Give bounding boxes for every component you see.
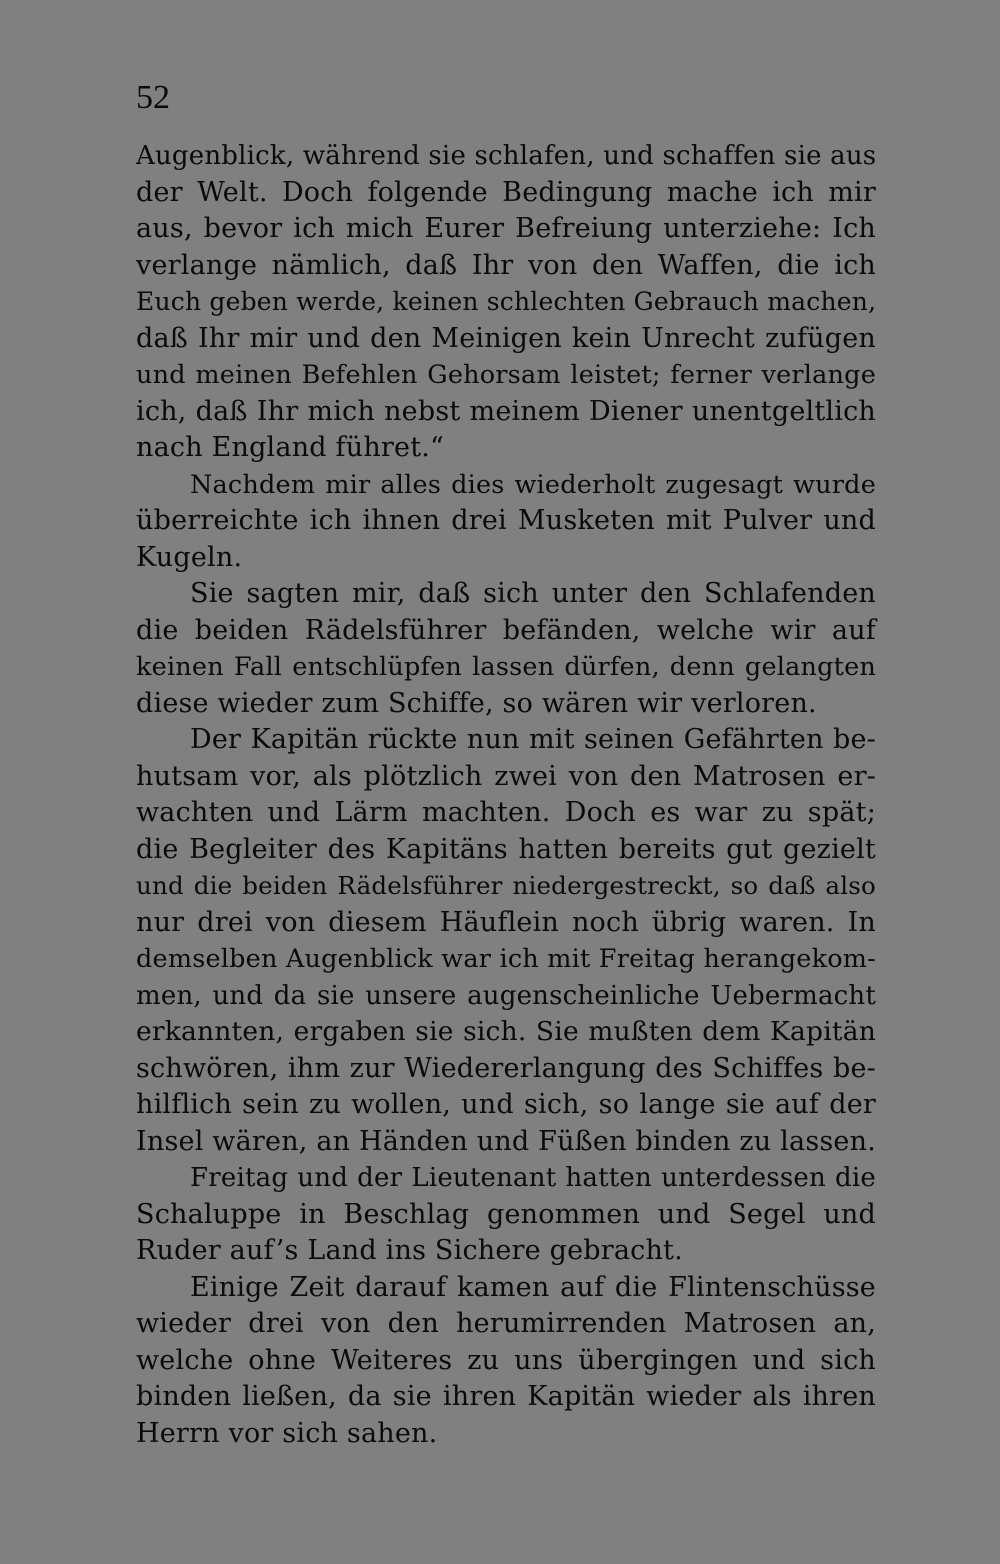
text-line: überreichte ich ihnen drei Musketen mit Pulver und	[136, 505, 876, 536]
text-line: ich, daß Ihr mich nebst meinem Diener unentgeltlich	[136, 395, 876, 427]
text-line: daß Ihr mir und den Meinigen kein Unrecht zufügen	[136, 322, 876, 354]
page-number: 52	[136, 79, 170, 116]
text-line: Herrn vor sich sahen.	[136, 1417, 438, 1449]
text-line: demselben Augenblick war ich mit Freitag herangekom-	[136, 944, 876, 974]
text-line: und die beiden Rädelsführer niedergestreckt, so daß also	[136, 871, 876, 900]
text-line: Kugeln.	[136, 541, 243, 573]
body-text	[136, 138, 876, 1452]
text-line: Einige Zeit darauf kamen auf die Flintenschüsse	[190, 1271, 876, 1303]
text-line: Augenblick, während sie schlafen, und schaffen sie aus	[136, 141, 877, 171]
text-line: welche ohne Weiteres zu uns übergingen und sich	[136, 1344, 876, 1376]
text-line: wieder drei von den herumirrenden Matrosen an,	[136, 1308, 876, 1339]
text-line: und meinen Befehlen Gehorsam leistet; ferner verlange	[136, 360, 876, 390]
text-line: Euch geben werde, keinen schlechten Gebrauch machen,	[136, 287, 877, 316]
text-line: nur drei von diesem Häuflein noch übrig waren. In	[136, 906, 876, 938]
text-line: keinen Fall entschlüpfen lassen dürfen, denn gelangten	[136, 652, 876, 682]
text-line: verlange nämlich, daß Ihr von den Waffen, die ich	[136, 249, 876, 281]
text-line: der Welt. Doch folgende Bedingung mache ich mir	[136, 176, 876, 208]
text-line: schwören, ihm zur Wiedererlangung des Schiffes be-	[136, 1052, 876, 1084]
text-line: aus, bevor ich mich Eurer Befreiung unterziehe: Ich	[136, 213, 876, 244]
text-line: die Begleiter des Kapitäns hatten bereits gut gezielt	[136, 833, 876, 865]
text-line: Schaluppe in Beschlag genommen und Segel und	[136, 1198, 876, 1230]
text-line: Ruder auf’s Land ins Sichere gebracht.	[136, 1235, 683, 1266]
text-line: binden ließen, da sie ihren Kapitän wieder als ihren	[136, 1381, 876, 1412]
text-line: diese wieder zum Schiffe, so wären wir verloren.	[136, 687, 817, 719]
text-line: men, und da sie unsere augenscheinliche Uebermacht	[136, 980, 876, 1011]
text-line: hutsam vor, als plötzlich zwei von den Matrosen er-	[136, 760, 876, 792]
text-line: Freitag und der Lieutenant hatten unterdessen die	[190, 1163, 876, 1193]
text-line: hilflich sein zu wollen, und sich, so lange sie auf der	[136, 1089, 876, 1120]
text-line: Nachdem mir alles dies wiederholt zugesagt wurde	[190, 469, 876, 500]
text-line: nach England führet.“	[136, 432, 445, 463]
text-line: wachten und Lärm machten. Doch es war zu spät;	[136, 797, 876, 828]
text-line: Der Kapitän rückte nun mit seinen Gefährten be-	[190, 724, 876, 755]
text-line: Sie sagten mir, daß sich unter den Schlafenden	[190, 578, 876, 609]
text-line: die beiden Rädelsführer befänden, welche wir auf	[136, 614, 876, 646]
text-line: Insel wären, an Händen und Füßen binden zu lassen.	[136, 1125, 876, 1157]
text-line: erkannten, ergaben sie sich. Sie mußten dem Kapitän	[136, 1016, 876, 1047]
